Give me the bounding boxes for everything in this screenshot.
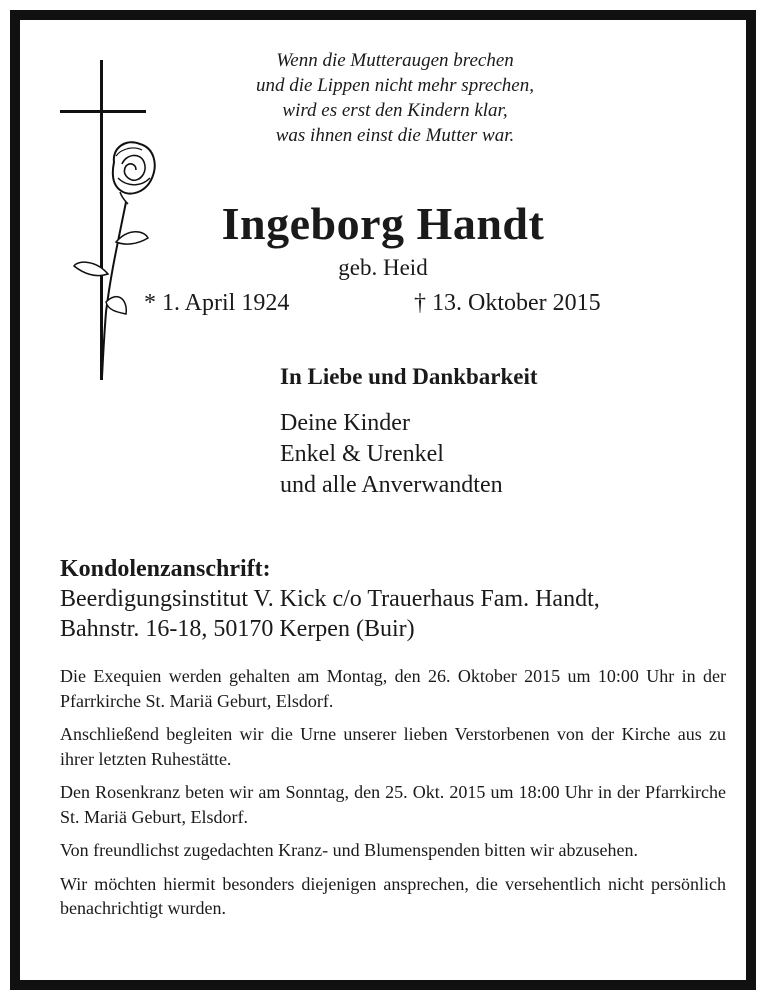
address-line: Beerdigungsinstitut V. Kick c/o Trauerhaus Fam. Handt, <box>60 586 600 612</box>
deceased-name: Ingeborg Handt <box>221 198 545 249</box>
obituary-content <box>40 40 726 960</box>
birth-name: geb. Heid <box>338 255 428 280</box>
announcement-body <box>60 664 726 930</box>
rosary-paragraph: Den Rosenkranz beten wir am Sonntag, den 25. Okt. 2015 um 18:00 Uhr in der Pfarrkirche St. Mariä Geburt, Elsdorf. <box>60 782 726 827</box>
address-line: Bahnstr. 16-18, 50170 Kerpen (Buir) <box>60 616 415 642</box>
death-date: † 13. Oktober 2015 <box>414 290 601 316</box>
poem-line: wird es erst den Kindern klar, <box>282 100 508 121</box>
flowers-paragraph: Von freundlichst zugedachten Kranz- und Blumenspenden bitten wir abzusehen. <box>60 840 638 860</box>
birth-date: * 1. April 1924 <box>144 290 290 316</box>
notice-paragraph: Wir möchten hiermit besonders diejenigen ansprechen, die versehentlich nicht persönlich benachrichtigt wurden. <box>60 873 726 918</box>
poem-line: Wenn die Mutteraugen brechen <box>276 50 514 71</box>
condolence-address <box>60 584 600 644</box>
mourner-line: Deine Kinder <box>280 410 410 436</box>
poem-line: was ihnen einst die Mutter war. <box>275 125 515 146</box>
mourner-line: Enkel & Urenkel <box>280 441 444 467</box>
mourner-line: und alle Anverwandten <box>280 472 503 498</box>
poem <box>190 48 600 148</box>
funeral-mass-paragraph: Die Exequien werden gehalten am Montag, den 26. Oktober 2015 um 10:00 Uhr in der Pfarrkirche St. Mariä Geburt, Elsdorf. <box>60 666 726 711</box>
obituary-frame <box>10 10 756 990</box>
mourners-list <box>280 408 503 501</box>
poem-line: und die Lippen nicht mehr sprechen, <box>256 75 534 96</box>
closing-heading: In Liebe und Dankbarkeit <box>280 364 538 389</box>
condolence-heading: Kondolenzanschrift: <box>60 556 271 582</box>
urn-paragraph: Anschließend begleiten wir die Urne unserer lieben Verstorbenen von der Kirche aus zu ihrer letzten Ruhestätte. <box>60 724 726 769</box>
